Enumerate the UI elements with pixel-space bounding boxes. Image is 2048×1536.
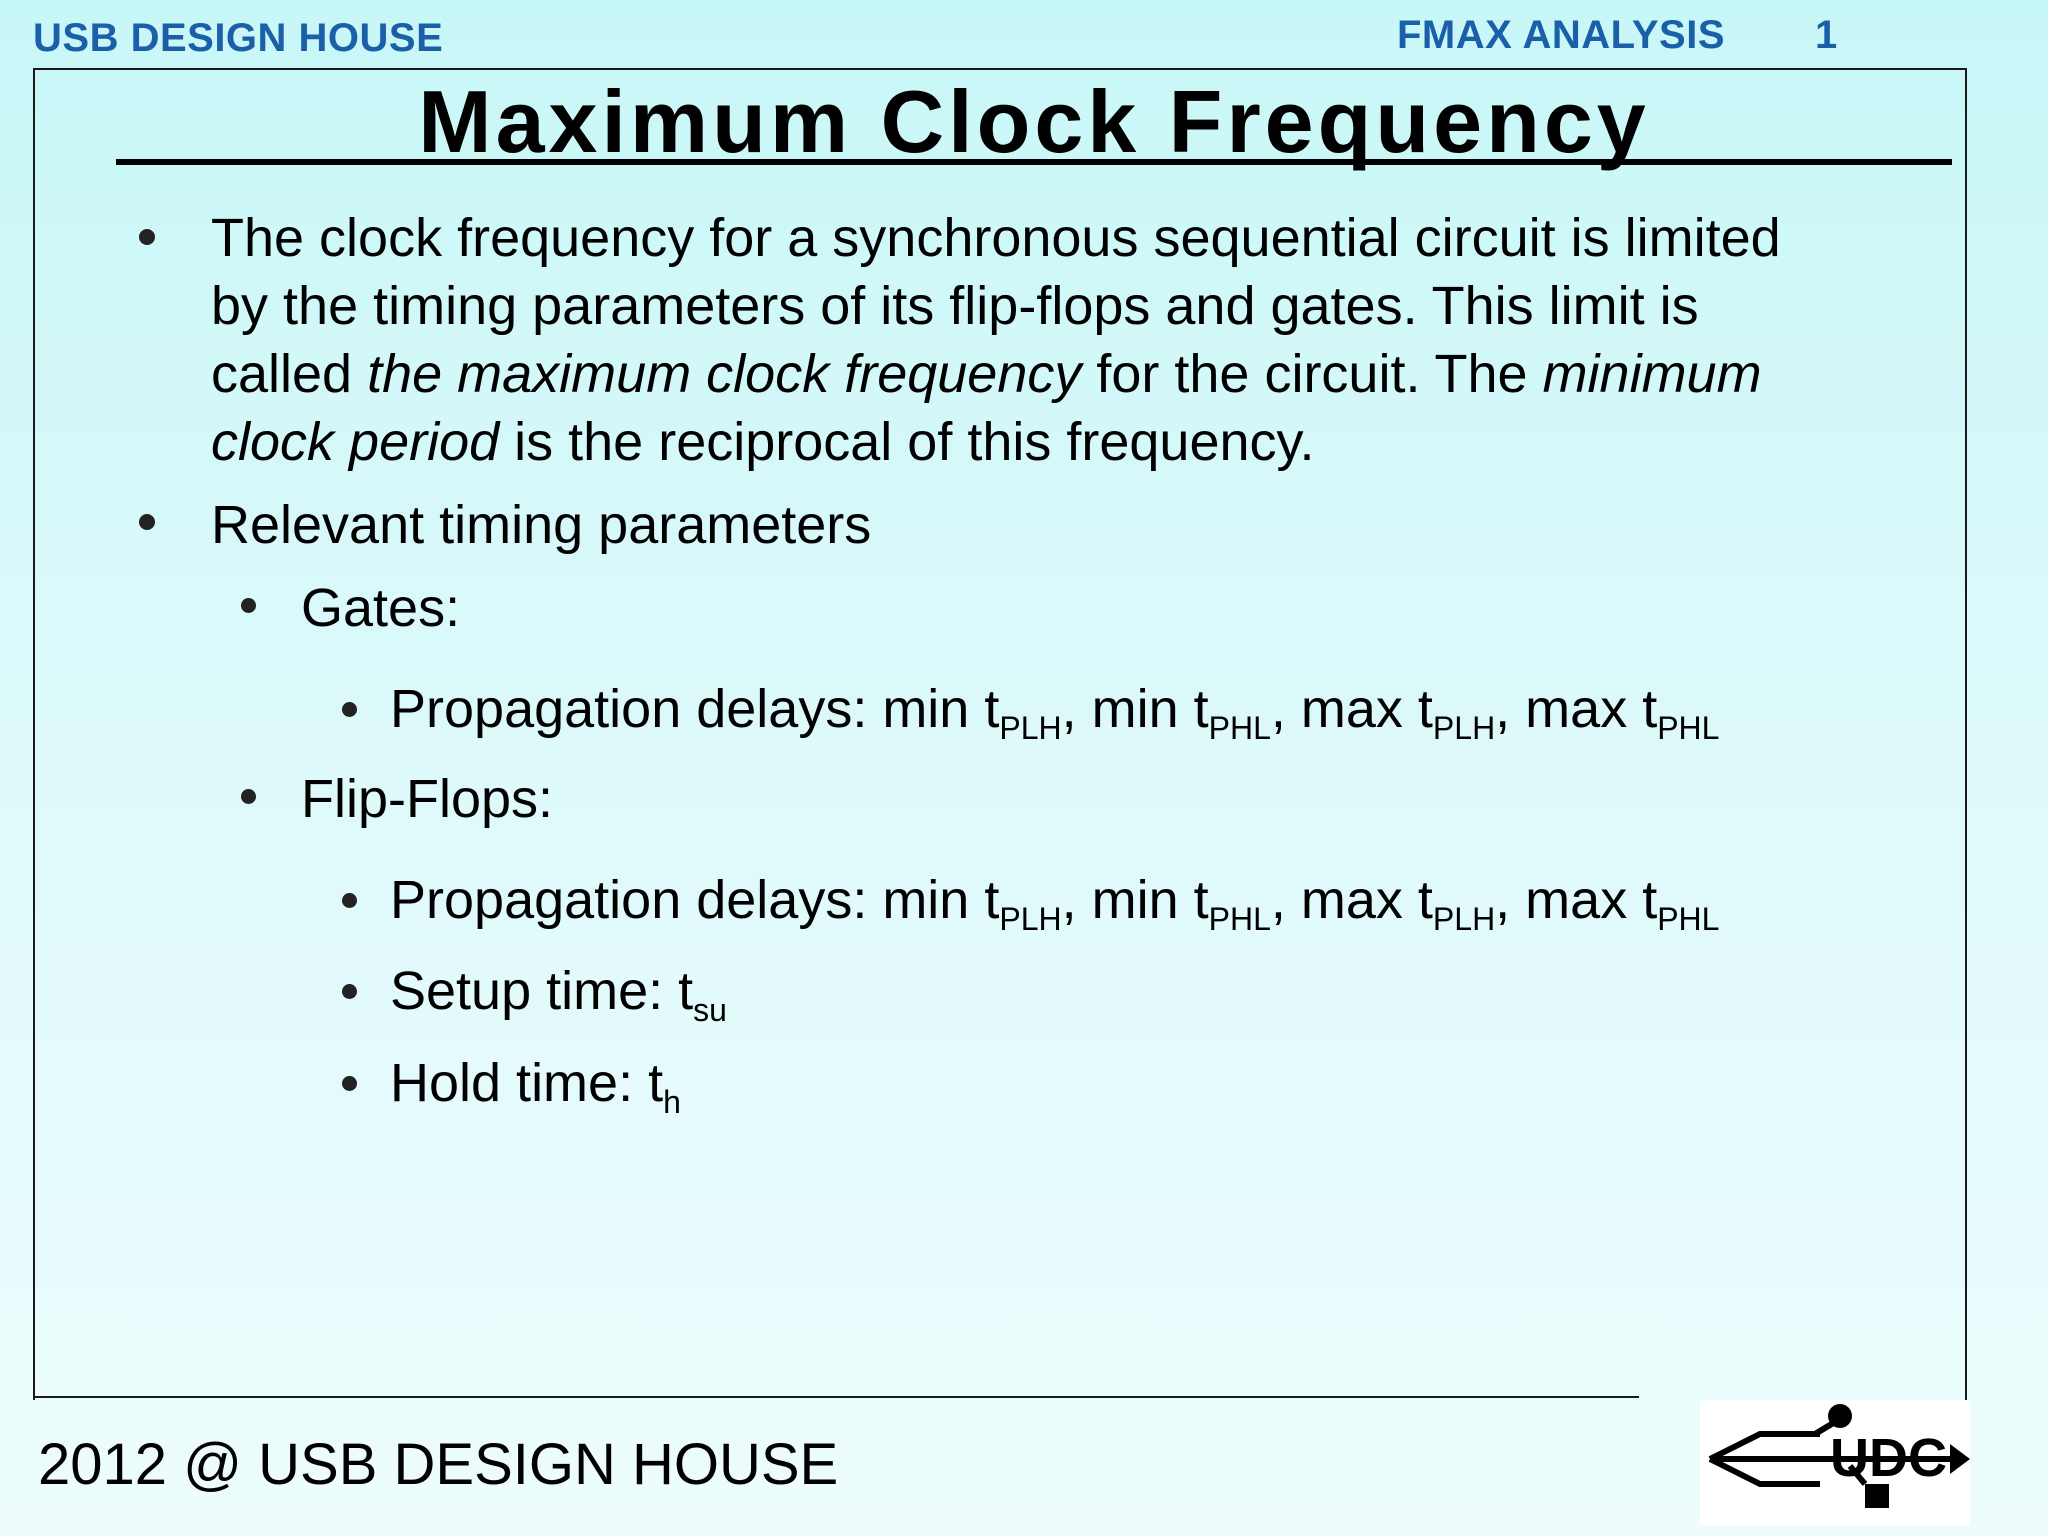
intro-line-1: The clock frequency for a synchronous sequential circuit is limited [211, 208, 1781, 268]
subscript: PHL [1657, 710, 1720, 746]
bullet-dot [342, 1076, 357, 1091]
logo-text: UDC [1830, 1428, 1947, 1488]
relevant-params-label: Relevant timing parameters [211, 495, 872, 555]
prop-sep: , min t [1061, 870, 1209, 930]
hold-label: Hold time: t [390, 1053, 664, 1113]
slide-title: Maximum Clock Frequency [418, 72, 1650, 171]
flipflops-label: Flip-Flops: [301, 769, 554, 829]
hold-time [390, 1049, 681, 1120]
prop-sep: , max t [1495, 679, 1658, 739]
intro-paragraph [211, 204, 1781, 476]
prop-sep: , max t [1270, 870, 1433, 930]
setup-time [390, 957, 727, 1028]
subscript: PHL [1657, 901, 1720, 937]
prop-sep: , max t [1495, 870, 1658, 930]
intro-line-4 [211, 408, 1781, 476]
subscript: PLH [999, 710, 1062, 746]
bullet-dot [241, 789, 256, 804]
setup-label: Setup time: t [390, 961, 694, 1021]
subscript: su [693, 992, 727, 1028]
udc-logo [1700, 1400, 1970, 1525]
subscript: PLH [1432, 710, 1496, 746]
subscript: PLH [999, 901, 1062, 937]
intro-line-3-text: called [211, 344, 368, 404]
bullet-dot [342, 984, 357, 999]
gates-label: Gates: [301, 578, 461, 638]
footer-copyright: 2012 @ USB DESIGN HOUSE [38, 1432, 839, 1497]
intro-line-4-text: is the reciprocal of this frequency. [499, 412, 1315, 472]
bullet-dot [139, 514, 155, 530]
prop-sep: , max t [1270, 679, 1433, 739]
intro-line-3-mid: for the circuit. The [1081, 344, 1543, 404]
udc-logo-graphic [1700, 1400, 1970, 1525]
emphasis-clock-period: clock period [211, 412, 500, 472]
bullet-dot [342, 893, 357, 908]
bullet-dot [139, 229, 155, 245]
bullet-dot [342, 702, 357, 717]
subscript: PHL [1208, 901, 1271, 937]
intro-line-2: by the timing parameters of its flip-flops and gates. This limit is [211, 276, 1699, 336]
page-number: 1 [1815, 13, 1838, 57]
subscript: PHL [1208, 710, 1271, 746]
header-org: USB DESIGN HOUSE [33, 16, 444, 60]
subscript: PLH [1432, 901, 1496, 937]
flipflops-propagation-delays [390, 866, 1720, 937]
prop-label: Propagation delays: min t [390, 679, 1000, 739]
title-underline [116, 159, 1952, 165]
emphasis-minimum: minimum [1542, 344, 1762, 404]
prop-sep: , min t [1061, 679, 1209, 739]
subscript: h [663, 1084, 681, 1120]
frame-bottom-rule [33, 1396, 1639, 1398]
bullet-dot [241, 598, 256, 613]
emphasis-max-clock-frequency: the maximum clock frequency [367, 344, 1082, 404]
prop-label: Propagation delays: min t [390, 870, 1000, 930]
intro-line-3 [211, 340, 1781, 408]
gates-propagation-delays [390, 675, 1720, 746]
header-section: FMAX ANALYSIS [1397, 13, 1726, 57]
